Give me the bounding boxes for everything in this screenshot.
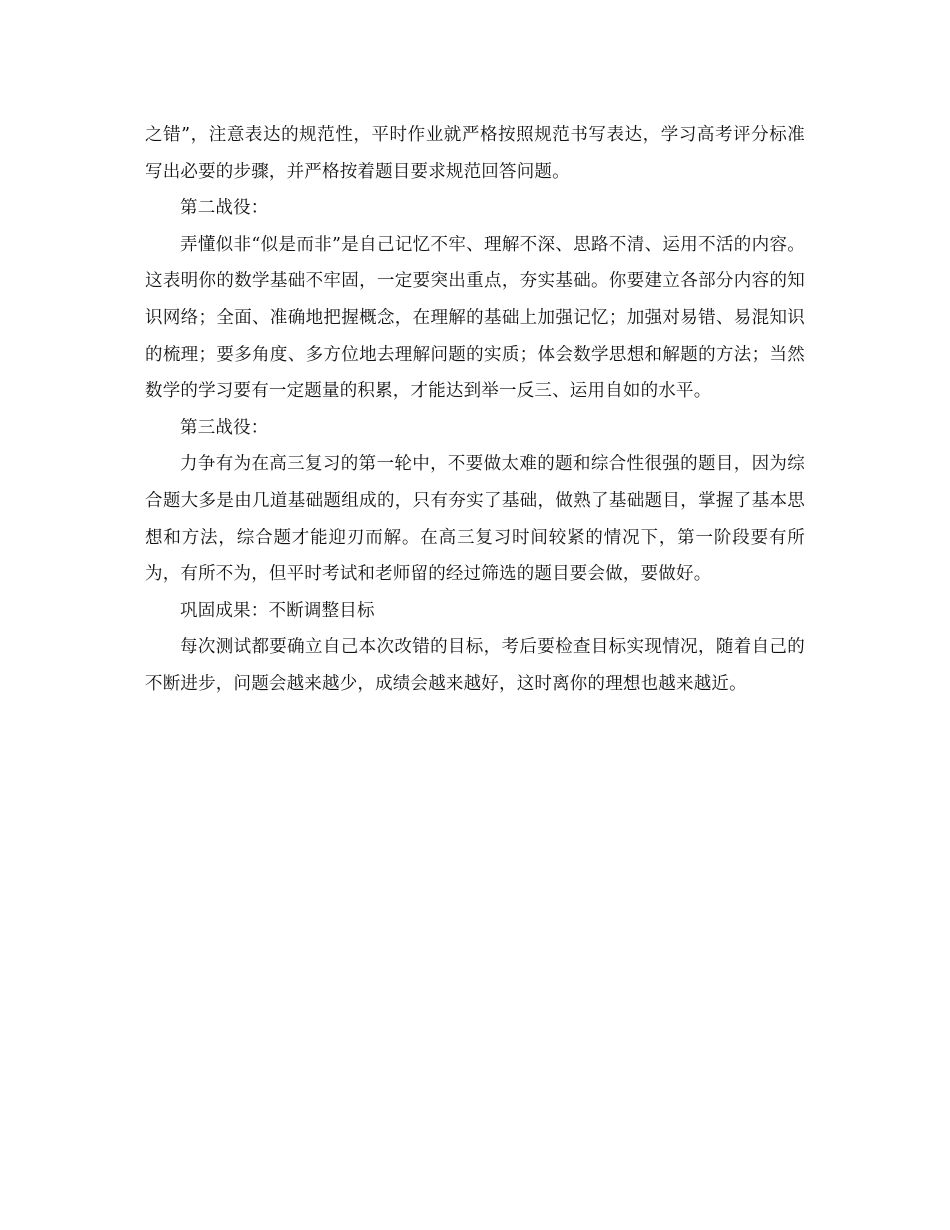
document-body [145,117,805,703]
heading-consolidate-results: 巩固成果：不断调整目标 [180,600,375,621]
paragraph-consolidate-results: 每次测试都要确立自己本次改错的目标，考后要检查目标实现情况，随着自己的不断进步，问题会越来越少，成绩会越来越好，这时离你的理想也越来越近。 [145,637,805,694]
heading-second-campaign: 第二战役： [180,198,269,219]
heading-third-campaign: 第三战役： [180,417,269,438]
paragraph-third-campaign: 力争有为在高三复习的第一轮中，不要做太难的题和综合性很强的题目，因为综合题大多是由几道基础题组成的，只有夯实了基础，做熟了基础题目，掌握了基本思想和方法，综合题才能迎刃而解。在高三复习时间较紧的情况下，第一阶段要有所为，有所不为，但平时考试和老师留的经过筛选的题目要会做，要做好。 [145,454,805,585]
paragraph-second-campaign: 弄懂似非“似是而非”是自己记忆不牢、理解不深、思路不清、运用不活的内容。这表明你的数学基础不牢固，一定要突出重点，夯实基础。你要建立各部分内容的知识网络；全面、准确地把握概念，在理解的基础上加强记忆；加强对易错、易混知识的梳理；要多角度、多方位地去理解问题的实质；体会数学思想和解题的方法；当然数学的学习要有一定题量的积累，才能达到举一反三、运用自如的水平。 [145,234,805,402]
paragraph-continuation: 之错”，注意表达的规范性，平时作业就严格按照规范书写表达，学习高考评分标准写出必要的步骤，并严格按着题目要求规范回答问题。 [145,125,805,182]
